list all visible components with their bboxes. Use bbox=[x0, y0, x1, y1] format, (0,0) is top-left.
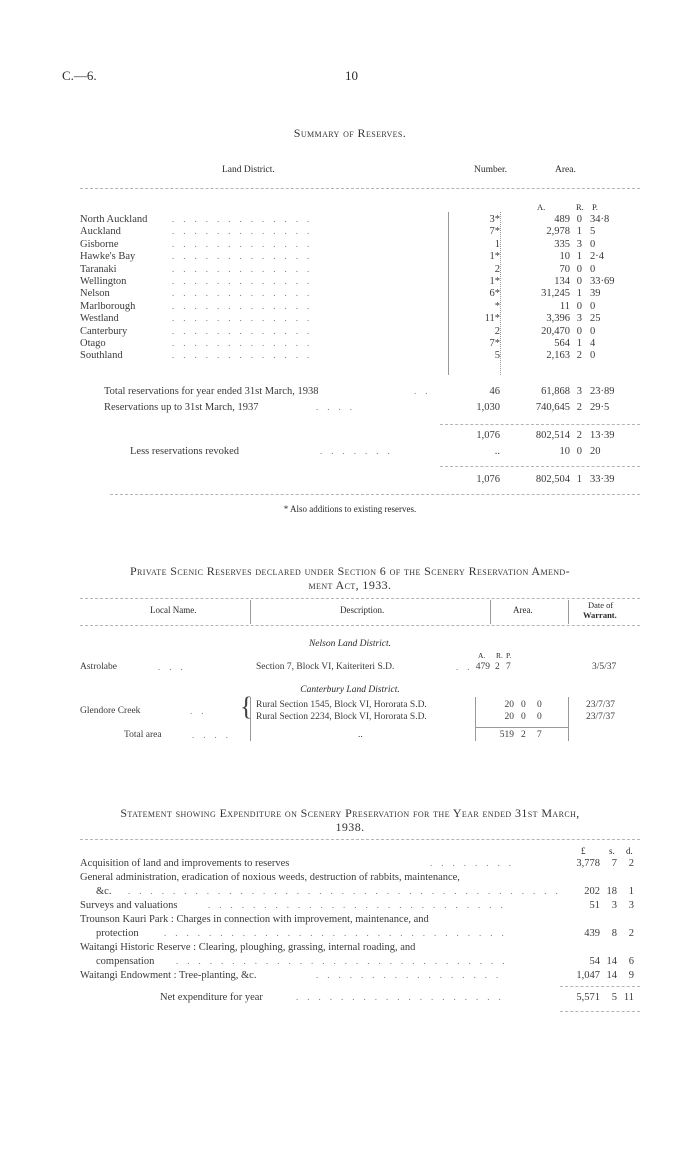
leader-dots: ............. bbox=[172, 214, 319, 224]
summary-district: Otago bbox=[80, 338, 106, 349]
leader-dots: ................... bbox=[296, 992, 510, 1002]
summary-area-a: 335 bbox=[554, 238, 570, 250]
private-nelson-heading: Nelson Land District. bbox=[308, 639, 392, 649]
leader-dots: .. bbox=[414, 386, 437, 396]
expenditure-waitangi-l: 54 bbox=[589, 956, 600, 967]
expenditure-net-s: 5 bbox=[611, 992, 617, 1003]
expenditure-acquisition-s: 7 bbox=[611, 858, 617, 869]
summary-area-p: 0 bbox=[590, 325, 596, 337]
private-header-rule-top bbox=[80, 598, 640, 599]
expenditure-acquisition-l: 3,778 bbox=[576, 858, 600, 869]
summary-number: 5 bbox=[494, 350, 500, 362]
summary-subtotal-a: 802,514 bbox=[535, 430, 570, 441]
summary-revoked-number: .. bbox=[494, 446, 500, 457]
expenditure-general-d: 1 bbox=[628, 886, 634, 897]
private-glendore-date: 23/7/37 bbox=[586, 712, 616, 722]
summary-title: Summary of Reserves. bbox=[293, 126, 407, 140]
leader-dots: ........ bbox=[430, 858, 520, 868]
summary-area-p: 5 bbox=[590, 226, 596, 238]
private-total-rule bbox=[476, 727, 568, 728]
summary-row bbox=[80, 301, 640, 314]
private-glendore-r: 0 bbox=[521, 712, 526, 722]
expenditure-net-rule-top bbox=[560, 986, 640, 987]
expenditure-endowment-row bbox=[80, 970, 640, 983]
summary-area-r: 0 bbox=[576, 325, 582, 337]
expenditure-unit-s: s. bbox=[609, 846, 615, 856]
private-glendore-p: 0 bbox=[537, 712, 542, 722]
summary-row bbox=[80, 214, 640, 227]
summary-area-p: 4 bbox=[590, 338, 596, 349]
leader-dots: ............. bbox=[172, 251, 319, 262]
summary-revoked-row bbox=[80, 446, 640, 459]
summary-final-rule-top bbox=[440, 466, 640, 467]
expenditure-net-l: 5,571 bbox=[576, 992, 600, 1003]
private-header-date-line1: Date of bbox=[588, 600, 614, 610]
summary-row bbox=[80, 276, 640, 289]
summary-final-row bbox=[80, 474, 640, 487]
summary-area-r: 0 bbox=[576, 263, 582, 275]
summary-total-year-p: 23·89 bbox=[590, 386, 615, 397]
expenditure-net-row bbox=[80, 992, 640, 1005]
summary-total-year-label: Total reservations for year ended 31st March, 1938 bbox=[104, 386, 319, 397]
private-header-rule-bottom bbox=[80, 625, 640, 626]
brace-icon: { bbox=[240, 692, 253, 721]
summary-total-year-a: 61,868 bbox=[541, 386, 570, 397]
summary-total-year-r: 3 bbox=[576, 386, 582, 397]
expenditure-header-rule bbox=[80, 839, 640, 840]
summary-number: 6* bbox=[489, 288, 500, 300]
summary-area-r: 1 bbox=[576, 226, 582, 238]
summary-area-a: 11 bbox=[559, 300, 570, 312]
summary-row bbox=[80, 251, 640, 264]
summary-area-r: 1 bbox=[576, 338, 582, 349]
summary-area-p: 0 bbox=[590, 350, 596, 362]
summary-district: Nelson bbox=[80, 288, 110, 300]
expenditure-general-label-1: General administration, eradication of noxious weeds, destruction of rabbits, maintenance, bbox=[80, 872, 460, 883]
summary-subtotal-number: 1,076 bbox=[476, 430, 500, 441]
summary-final-r: 1 bbox=[576, 474, 582, 485]
summary-area-r: 0 bbox=[576, 214, 582, 225]
expenditure-waitangi-s: 14 bbox=[606, 956, 617, 967]
summary-area-r: 1 bbox=[576, 288, 582, 300]
expenditure-waitangi-d: 6 bbox=[628, 956, 634, 967]
expenditure-title-line2: 1938. bbox=[335, 820, 365, 834]
private-astrolabe-name: Astrolabe bbox=[80, 662, 117, 672]
expenditure-endowment-d: 9 bbox=[628, 970, 634, 981]
expenditure-trounson-l: 439 bbox=[584, 928, 600, 939]
expenditure-title-line1: Statement showing Expenditure on Scenery Preservation for the Year ended 31st March, bbox=[120, 806, 580, 820]
summary-subtotal-rule bbox=[440, 424, 640, 425]
private-glendore-r: 0 bbox=[521, 700, 526, 710]
expenditure-waitangi-row-2 bbox=[80, 956, 640, 969]
expenditure-trounson-label-2: protection bbox=[96, 928, 139, 939]
summary-header-area: Area. bbox=[555, 165, 576, 175]
summary-subtotal-r: 2 bbox=[576, 430, 582, 441]
expenditure-waitangi-label-1: Waitangi Historic Reserve : Clearing, ploughing, grassing, internal roading, and bbox=[80, 942, 416, 953]
summary-area-a: 2,978 bbox=[546, 226, 570, 238]
summary-footnote: * Also additions to existing reserves. bbox=[283, 504, 417, 514]
summary-number: 3* bbox=[489, 214, 500, 225]
leader-dots: ............. bbox=[172, 338, 319, 348]
summary-1937-p: 29·5 bbox=[590, 402, 610, 413]
summary-area-p: 0 bbox=[590, 300, 596, 312]
summary-area-a: 10 bbox=[559, 251, 570, 263]
summary-area-r: 3 bbox=[576, 313, 582, 325]
summary-revoked-r: 0 bbox=[576, 446, 582, 457]
summary-subtotal-p: 13·39 bbox=[590, 430, 615, 441]
summary-area-a: 3,396 bbox=[546, 313, 570, 325]
summary-district: Marlborough bbox=[80, 300, 136, 312]
summary-number: 2 bbox=[494, 263, 500, 275]
leader-dots: ... bbox=[158, 662, 192, 672]
expenditure-trounson-row-2 bbox=[80, 928, 640, 941]
expenditure-surveys-row bbox=[80, 900, 640, 913]
summary-final-p: 33·39 bbox=[590, 474, 615, 485]
summary-district: Taranaki bbox=[80, 263, 117, 275]
private-title-line2: ment Act, 1933. bbox=[308, 578, 392, 592]
summary-area-a: 70 bbox=[559, 263, 570, 275]
summary-area-p: 2·4 bbox=[590, 251, 604, 263]
private-total-p: 7 bbox=[537, 730, 542, 740]
expenditure-endowment-label: Waitangi Endowment : Tree-planting, &c. bbox=[80, 970, 257, 981]
expenditure-acquisition-d: 2 bbox=[628, 858, 634, 869]
summary-row bbox=[80, 313, 640, 326]
summary-unit-r: R. bbox=[576, 202, 584, 212]
leader-dots: ........................... bbox=[208, 900, 512, 910]
summary-header-number: Number. bbox=[474, 165, 507, 175]
summary-header-rule bbox=[80, 188, 640, 189]
summary-district: Westland bbox=[80, 313, 119, 325]
expenditure-trounson-d: 2 bbox=[628, 928, 634, 939]
summary-district: Southland bbox=[80, 350, 123, 362]
leader-dots: ............. bbox=[172, 276, 319, 286]
summary-1937-number: 1,030 bbox=[476, 402, 500, 413]
leader-dots: ............. bbox=[172, 325, 319, 336]
summary-number: 1* bbox=[489, 276, 500, 287]
summary-1937-a: 740,645 bbox=[535, 402, 570, 413]
summary-area-p: 39 bbox=[590, 288, 601, 300]
summary-area-a: 31,245 bbox=[541, 288, 570, 300]
expenditure-general-row-1 bbox=[80, 872, 640, 885]
private-astrolabe-description: Section 7, Block VI, Kaiteriteri S.D. bbox=[256, 662, 395, 672]
private-title-line1: Private Scenic Reserves declared under Section 6 of the Scenery Reservation Amend- bbox=[129, 564, 571, 578]
expenditure-trounson-row-1 bbox=[80, 914, 640, 927]
summary-area-r: 0 bbox=[576, 300, 582, 312]
summary-number: 7* bbox=[489, 226, 500, 238]
expenditure-net-label: Net expenditure for year bbox=[160, 992, 263, 1003]
summary-area-p: 25 bbox=[590, 313, 601, 325]
summary-number: 7* bbox=[489, 338, 500, 349]
summary-district: Hawke's Bay bbox=[80, 251, 136, 263]
private-glendore-description: Rural Section 1545, Block VI, Hororata S.D. bbox=[256, 700, 427, 710]
leader-dots: .............................. bbox=[176, 956, 514, 966]
summary-number: 1 bbox=[494, 238, 500, 250]
private-unit-r: R. bbox=[496, 651, 503, 660]
private-header-local-name: Local Name. bbox=[150, 605, 197, 615]
private-glendore-name: Glendore Creek bbox=[80, 706, 141, 716]
expenditure-waitangi-label-2: compensation bbox=[96, 956, 155, 967]
leader-dots: ............. bbox=[172, 288, 319, 299]
summary-row bbox=[80, 226, 640, 239]
summary-row bbox=[80, 326, 640, 339]
leader-dots: ............. bbox=[172, 313, 319, 324]
leader-dots: ............. bbox=[172, 263, 319, 274]
leader-dots: .. bbox=[190, 706, 213, 716]
summary-unit-p: P. bbox=[592, 202, 598, 212]
private-header-area: Area. bbox=[513, 605, 533, 615]
expenditure-general-s: 18 bbox=[606, 886, 617, 897]
summary-area-a: 2,163 bbox=[546, 350, 570, 362]
summary-area-a: 564 bbox=[554, 338, 570, 349]
private-astrolabe-p: 7 bbox=[506, 662, 511, 672]
expenditure-surveys-s: 3 bbox=[611, 900, 617, 911]
private-glendore-a: 20 bbox=[504, 700, 514, 710]
expenditure-surveys-l: 51 bbox=[589, 900, 600, 911]
leader-dots: ............. bbox=[172, 238, 319, 249]
summary-revoked-label: Less reservations revoked bbox=[130, 446, 240, 457]
summary-1937-r: 2 bbox=[576, 402, 582, 413]
leader-dots: ............. bbox=[172, 226, 319, 237]
leader-dots: ................. bbox=[316, 970, 508, 980]
private-unit-a: A. bbox=[478, 651, 486, 660]
summary-unit-a: A. bbox=[537, 202, 546, 212]
expenditure-acquisition-label: Acquisition of land and improvements to reserves bbox=[80, 858, 290, 869]
private-astrolabe-date: 3/5/37 bbox=[592, 662, 617, 672]
summary-row bbox=[80, 338, 640, 351]
summary-area-p: 0 bbox=[590, 238, 596, 250]
private-total-row bbox=[80, 730, 640, 743]
leader-dots: .. bbox=[456, 662, 479, 672]
summary-area-r: 1 bbox=[576, 251, 582, 263]
private-total-description: .. bbox=[358, 730, 363, 740]
summary-1937-label: Reservations up to 31st March, 1937 bbox=[104, 402, 259, 413]
private-glendore-description: Rural Section 2234, Block VI, Hororata S.D. bbox=[256, 712, 427, 722]
private-astrolabe-r: 2 bbox=[495, 662, 500, 672]
expenditure-surveys-label: Surveys and valuations bbox=[80, 900, 178, 911]
summary-area-r: 2 bbox=[576, 350, 582, 362]
expenditure-net-d: 11 bbox=[623, 992, 634, 1003]
summary-district: Wellington bbox=[80, 276, 127, 287]
expenditure-acquisition-row bbox=[80, 858, 640, 871]
private-total-label: Total area bbox=[124, 730, 162, 740]
expenditure-general-row-2 bbox=[80, 886, 640, 899]
summary-revoked-a: 10 bbox=[559, 446, 570, 457]
leader-dots: ............. bbox=[172, 350, 319, 361]
summary-area-a: 489 bbox=[554, 214, 570, 225]
expenditure-trounson-s: 8 bbox=[611, 928, 617, 939]
private-total-a: 519 bbox=[499, 730, 514, 740]
summary-subtotal-row bbox=[80, 430, 640, 443]
summary-final-a: 802,504 bbox=[535, 474, 570, 485]
leader-dots: .... bbox=[192, 730, 237, 740]
expenditure-trounson-label-1: Trounson Kauri Park : Charges in connection with improvement, maintenance, and bbox=[80, 914, 429, 925]
summary-area-a: 20,470 bbox=[541, 325, 570, 337]
private-unit-p: P. bbox=[506, 651, 512, 660]
summary-final-rule-bottom bbox=[110, 494, 640, 495]
expenditure-net-rule-bottom bbox=[560, 1011, 640, 1012]
private-header-col-rule-2 bbox=[490, 600, 491, 624]
expenditure-general-label-2: &c. bbox=[96, 886, 112, 897]
private-glendore-p: 0 bbox=[537, 700, 542, 710]
summary-total-year-row bbox=[80, 386, 640, 399]
summary-area-r: 3 bbox=[576, 238, 582, 250]
leader-dots: .... bbox=[316, 402, 361, 412]
private-header-date-line2: Warrant. bbox=[583, 610, 617, 620]
summary-area-p: 33·69 bbox=[590, 276, 615, 287]
summary-number: 1* bbox=[489, 251, 500, 263]
summary-final-number: 1,076 bbox=[476, 474, 500, 485]
private-glendore-line bbox=[80, 712, 640, 725]
expenditure-endowment-l: 1,047 bbox=[576, 970, 600, 981]
summary-row bbox=[80, 288, 640, 301]
summary-row bbox=[80, 264, 640, 277]
summary-number: 2 bbox=[494, 325, 500, 337]
private-glendore-a: 20 bbox=[504, 712, 514, 722]
summary-1937-row bbox=[80, 402, 640, 415]
summary-district: Auckland bbox=[80, 226, 121, 238]
summary-district: Canterbury bbox=[80, 325, 128, 337]
summary-area-p: 0 bbox=[590, 263, 596, 275]
expenditure-unit-l: £ bbox=[581, 846, 586, 856]
summary-row bbox=[80, 350, 640, 363]
summary-district: Gisborne bbox=[80, 238, 119, 250]
expenditure-general-l: 202 bbox=[584, 886, 600, 897]
private-header-col-rule-1 bbox=[250, 600, 251, 624]
summary-row bbox=[80, 239, 640, 252]
summary-header-district: Land District. bbox=[222, 165, 275, 175]
private-astrolabe-row bbox=[80, 662, 640, 675]
summary-total-year-number: 46 bbox=[489, 386, 500, 397]
summary-area-p: 34·8 bbox=[590, 214, 610, 225]
private-header-col-rule-3 bbox=[568, 600, 569, 624]
summary-area-r: 0 bbox=[576, 276, 582, 287]
expenditure-waitangi-row-1 bbox=[80, 942, 640, 955]
summary-district: North Auckland bbox=[80, 214, 148, 225]
leader-dots: ............. bbox=[172, 300, 319, 311]
leader-dots: ............................... bbox=[164, 928, 513, 938]
private-glendore-date: 23/7/37 bbox=[586, 700, 616, 710]
leader-dots: ....... bbox=[320, 446, 399, 456]
summary-number: * bbox=[494, 300, 500, 312]
expenditure-surveys-d: 3 bbox=[628, 900, 634, 911]
page-ref: C.—6. bbox=[62, 68, 97, 83]
private-astrolabe-a: 479 bbox=[475, 662, 490, 672]
private-canterbury-heading: Canterbury Land District. bbox=[300, 685, 400, 695]
leader-dots: ....................................... bbox=[128, 886, 567, 896]
page-number: 10 bbox=[345, 68, 358, 83]
summary-area-a: 134 bbox=[554, 276, 570, 287]
expenditure-unit-d: d. bbox=[626, 846, 633, 856]
summary-number: 11* bbox=[484, 313, 500, 325]
expenditure-endowment-s: 14 bbox=[606, 970, 617, 981]
private-header-description: Description. bbox=[340, 605, 385, 615]
private-total-r: 2 bbox=[521, 730, 526, 740]
summary-revoked-p: 20 bbox=[590, 446, 601, 457]
